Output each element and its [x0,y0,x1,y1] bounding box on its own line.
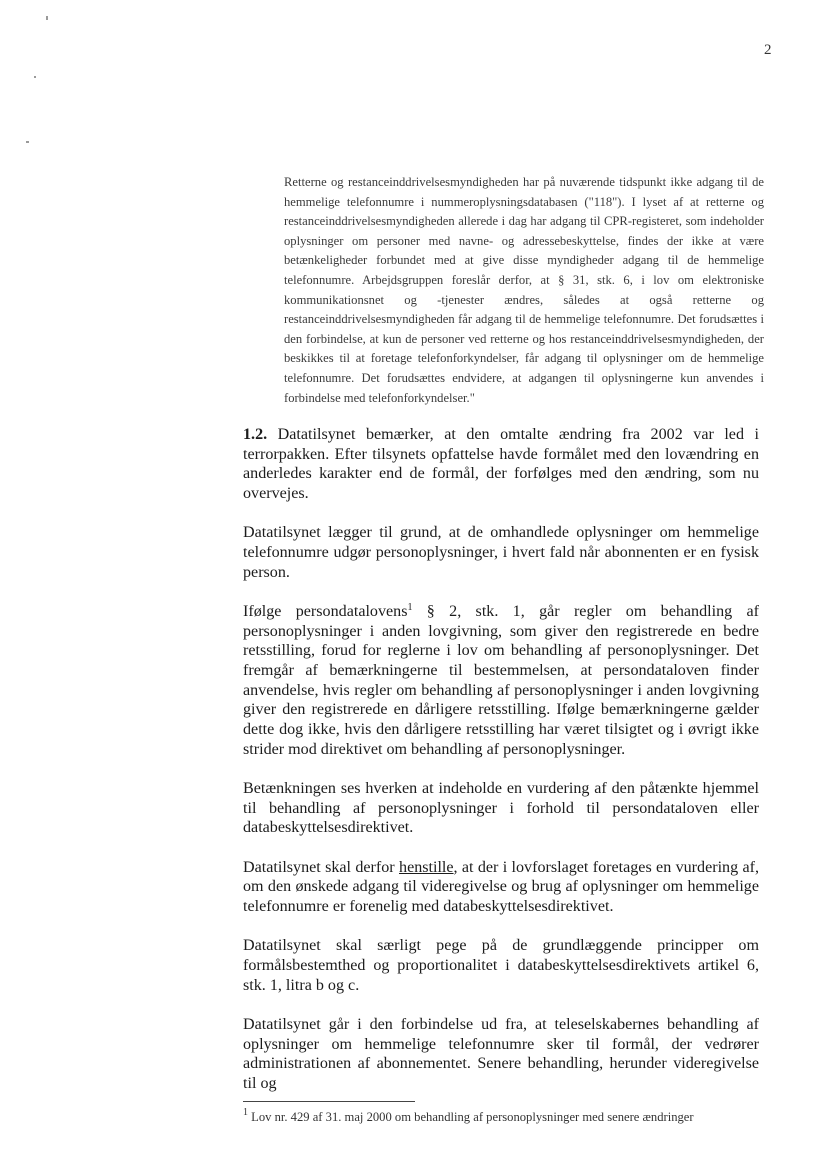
footnote-marker: 1 [243,1107,248,1118]
scan-speck [26,141,29,143]
footnote-reference: 1 [407,601,413,613]
footnote-divider [243,1101,415,1102]
section-intro: Datatilsynet bemærker, at den omtalte ændring fra 2002 var led i terrorpakken. Efter tilsynets opfattelse havde formålet med den lovændring en anderledes karakter end de formål, der forfølges med den ændring, som nu overvejes. [243,426,759,503]
document-body [243,425,759,1113]
paragraph-text: Datatilsynet skal derfor [243,858,400,876]
page-number: 2 [764,42,772,58]
footnote-text: Lov nr. 429 af 31. maj 2000 om behandling af personoplysninger med senere ændringer [248,1110,694,1124]
paragraph-teleselskaber: Datatilsynet går i den forbindelse ud fra, at teleselskabernes behandling af oplysninger om hemmelige telefonnumre sker til formål, der vedrører administrationen af abonnementet. Senere behandling, herunder videregivelse til og [243,1015,759,1092]
section-1-2-paragraph [243,425,759,504]
underlined-term: henstille [399,858,454,876]
paragraph-text: § 2, stk. 1, går regler om behandling af personoplysninger i anden lovgivning, som giver den registrerede en bedre retsstilling, forud for reglerne i lov om behandling af personoplysninger. Det fremgår af bemærkningerne til bestemmelsen, at persondataloven finder anvendelse, hvis regler om behandling af personoplysninger i anden lovgivning giver den registrerede en dårligere retsstilling. Ifølge bemærkningerne gælder dette dog ikke, hvis den dårligere retsstilling har været tilsigtet og i øvrigt ikke strider mod direktivet om behandling af personoplysninger. [243,602,759,758]
section-number: 1.2. [243,426,268,443]
paragraph-text: Ifølge persondatalovens [243,602,408,620]
paragraph-betaenkningen: Betænkningen ses hverken at indeholde en vurdering af den påtænkte hjemmel til behandling af personoplysninger i forhold til persondataloven eller databeskyttelsesdirektivet. [243,780,759,837]
quoted-excerpt: Retterne og restanceinddrivelsesmyndigheden har på nuværende tidspunkt ikke adgang til de hemmelige telefonnumre i nummeroplysningsdatabasen ("118"). I lyset af at retterne og restanceinddrivelsesmyndigheden allerede i dag har adgang til CPR-registeret, som indeholder oplysninger om personer med navne- og adressebeskyttelse, findes der ikke at være betænkeligheder forbundet med at give disse myndigheder adgang til de hemmelige telefonnumre. Arbejdsgruppen foreslår derfor, at § 31, stk. 6, i lov om elektroniske kommunikationsnet og -tjenester ændres, således at også retterne og restanceinddrivelsesmyndigheden får adgang til de hemmelige telefonnumre. Det forudsættes i den forbindelse, at kun de personer ved retterne og hos restanceinddrivelsesmyndigheden, der beskikkes til at foretage telefonforkyndelser, får adgang til oplysninger om de hemmelige telefonnumre. Det forudsættes endvidere, at adgangen til oplysningerne kun anvendes i forbindelse med telefonforkyndelser." [284,175,764,405]
paragraph-henstille [243,858,759,917]
footnote [243,1107,783,1125]
paragraph-text: , at der i lovforslaget foretages en vurdering af, om den ønskede adgang til videregivelse og brug af oplysninger om hemmelige telefonnumre er forenelig med databeskyttelsesdirektivet. [243,858,760,916]
paragraph-personal-data: Datatilsynet lægger til grund, at de omhandlede oplysninger om hemmelige telefonnumre udgør personoplysninger, i hvert fald når abonnenten er en fysisk person. [243,524,759,581]
scan-speck [34,76,36,78]
scan-speck [46,16,48,20]
paragraph-persondataloven [243,602,759,760]
paragraph-principles: Datatilsynet skal særligt pege på de grundlæggende principper om formålsbestemthed og proportionalitet i databeskyttelsesdirektivets artikel 6, stk. 1, litra b og c. [243,937,759,994]
